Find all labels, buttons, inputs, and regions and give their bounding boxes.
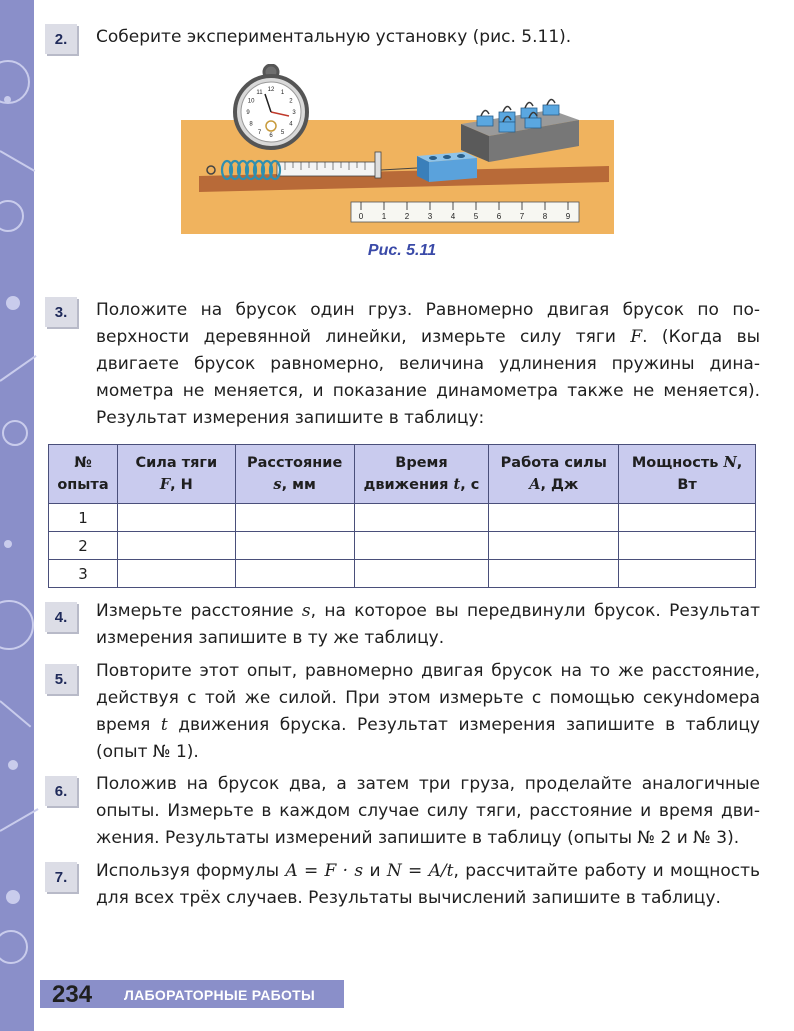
- step-3-text-part: . (Когда вы двигаете брусок равномерно, величина удлинения пружины динамометра не меняется, и показание динамометра также не меняется). Результат измерения запишите в таблицу:: [96, 327, 761, 428]
- stopwatch-icon: [235, 65, 307, 148]
- ring-decoration: [0, 200, 24, 232]
- clock-number: 1: [280, 90, 285, 97]
- table-row: [49, 532, 756, 560]
- step-number-2: 2.: [45, 24, 77, 54]
- figure-caption: Рис. 5.11: [367, 242, 437, 259]
- step-7-text-part: , рассчитайте работу и мощность для всех трёх случаев. Результаты вычислений запишите в таблицу.: [96, 861, 761, 908]
- step-7-text: [96, 858, 760, 912]
- clock-number: 11: [256, 90, 263, 97]
- table-cell: [354, 504, 489, 532]
- dot-decoration: [4, 540, 12, 548]
- ruler-tick-label: 4: [450, 212, 456, 221]
- table-cell: [489, 532, 619, 560]
- step-4-text-part: Измерьте расстояние: [96, 601, 302, 621]
- clock-number: 2: [289, 98, 293, 105]
- clock-number: 9: [246, 110, 250, 116]
- header-traction-force: Сила тяги F, Н: [117, 445, 235, 504]
- results-table: [48, 444, 756, 588]
- step-5-text-part: движения бруска. Результат измерения запишите в таблицу (опыт № 1).: [96, 715, 760, 762]
- table-cell: [619, 532, 756, 560]
- clock-number: 8: [249, 121, 253, 128]
- table-cell: [117, 532, 235, 560]
- table-row: [49, 504, 756, 532]
- line-decoration: [0, 808, 39, 832]
- table-cell: [354, 560, 489, 588]
- table-cell: 3: [49, 560, 118, 588]
- step-7-text-part: и: [363, 861, 387, 881]
- variable-f: F: [630, 327, 643, 347]
- ruler-tick-label: 8: [542, 212, 548, 221]
- step-5-text: [96, 658, 760, 766]
- line-decoration: [0, 355, 37, 382]
- plus-circle-decoration: [6, 296, 20, 310]
- step-3-text: [96, 297, 760, 432]
- clock-number: 4: [289, 121, 293, 128]
- clock-number: 7: [257, 129, 262, 136]
- clock-number: 6: [269, 133, 273, 139]
- variable-t: t: [160, 715, 168, 735]
- ruler-tick-label: 7: [519, 212, 525, 221]
- table-cell: [489, 560, 619, 588]
- ring-decoration: [2, 420, 28, 446]
- ruler-tick-label: 6: [496, 212, 502, 221]
- variable-s: s: [301, 601, 311, 621]
- ruler-tick-label: 9: [565, 212, 571, 221]
- step-7-text-part: Используя формулы: [96, 861, 286, 881]
- step-2-text: Соберите экспериментальную установку (рис. 5.11).: [96, 27, 572, 47]
- table-cell: [235, 532, 354, 560]
- header-time: Время движения t, с: [354, 445, 489, 504]
- table-cell: 1: [49, 504, 118, 532]
- page-footer: [40, 980, 344, 1008]
- step-number-7: 7.: [45, 862, 77, 892]
- formula-power: N = A/t: [386, 861, 454, 881]
- table-cell: [235, 560, 354, 588]
- step-number-3: 3.: [45, 297, 77, 327]
- step-number-6: 6.: [45, 776, 77, 806]
- figure-5-11-experiment-setup: [181, 64, 614, 234]
- header-power: Мощность N, Вт: [619, 445, 756, 504]
- table-cell: [117, 560, 235, 588]
- ring-decoration: [0, 930, 28, 964]
- ruler-tick-label: 2: [404, 212, 410, 221]
- table-cell: [619, 560, 756, 588]
- ruler-icon: [351, 202, 579, 222]
- wooden-block-icon: [417, 152, 477, 182]
- table-cell: [354, 532, 489, 560]
- ruler-tick-label: 5: [473, 212, 479, 221]
- step-3-text-part: Положите на брусок один груз. Равномерно двигая брусок по поверхности деревянной линейки, измерьте силу тяги: [96, 300, 760, 347]
- table-row: [49, 560, 756, 588]
- table-cell: [117, 504, 235, 532]
- dot-decoration: [8, 760, 18, 770]
- section-title: ЛАБОРАТОРНЫЕ РАБОТЫ: [124, 987, 316, 1003]
- header-experiment-no: № опыта: [49, 445, 118, 504]
- line-decoration: [0, 700, 31, 727]
- clock-number: 5: [280, 129, 285, 136]
- step-4-text: [96, 598, 760, 652]
- clock-number: 12: [267, 87, 275, 93]
- step-number-4: 4.: [45, 602, 77, 632]
- step-number-5: 5.: [45, 664, 77, 694]
- table-cell: 2: [49, 532, 118, 560]
- plus-circle-decoration: [6, 890, 20, 904]
- ruler-tick-label: 1: [381, 212, 387, 221]
- ruler-tick-label: 0: [358, 212, 364, 221]
- header-work: Работа силы A, Дж: [489, 445, 619, 504]
- ruler-tick-label: 3: [427, 212, 433, 221]
- atom-ring-decoration: [0, 600, 34, 650]
- clock-number: 3: [292, 110, 296, 116]
- table-header-row: [49, 445, 756, 504]
- page-number: 234: [52, 981, 93, 1008]
- clock-number: 10: [247, 98, 255, 105]
- line-decoration: [0, 150, 35, 172]
- dot-decoration: [4, 96, 11, 103]
- header-distance: Расстояние s, мм: [235, 445, 354, 504]
- table-cell: [619, 504, 756, 532]
- step-4-text-part: , на которое вы передвинули брусок. Результат измерения запишите в ту же таблицу.: [96, 601, 760, 648]
- left-decorative-sidebar: [0, 0, 34, 1031]
- step-5-text-part: Повторите этот опыт, равномерно двигая брусок на то же расстояние, действуя с той же силой. При этом измерьте с помощью секунdомера время: [96, 661, 760, 735]
- table-cell: [235, 504, 354, 532]
- step-6-text: Положив на брусок два, а затем три груза, проделайте аналогичные опыты. Измерьте в каждом случае силу тяги, расстояние и время движения. Результаты измерений запишите в таблицу (опыты № 2 и № 3).: [96, 774, 760, 848]
- table-cell: [489, 504, 619, 532]
- formula-work: A = F · s: [285, 861, 364, 881]
